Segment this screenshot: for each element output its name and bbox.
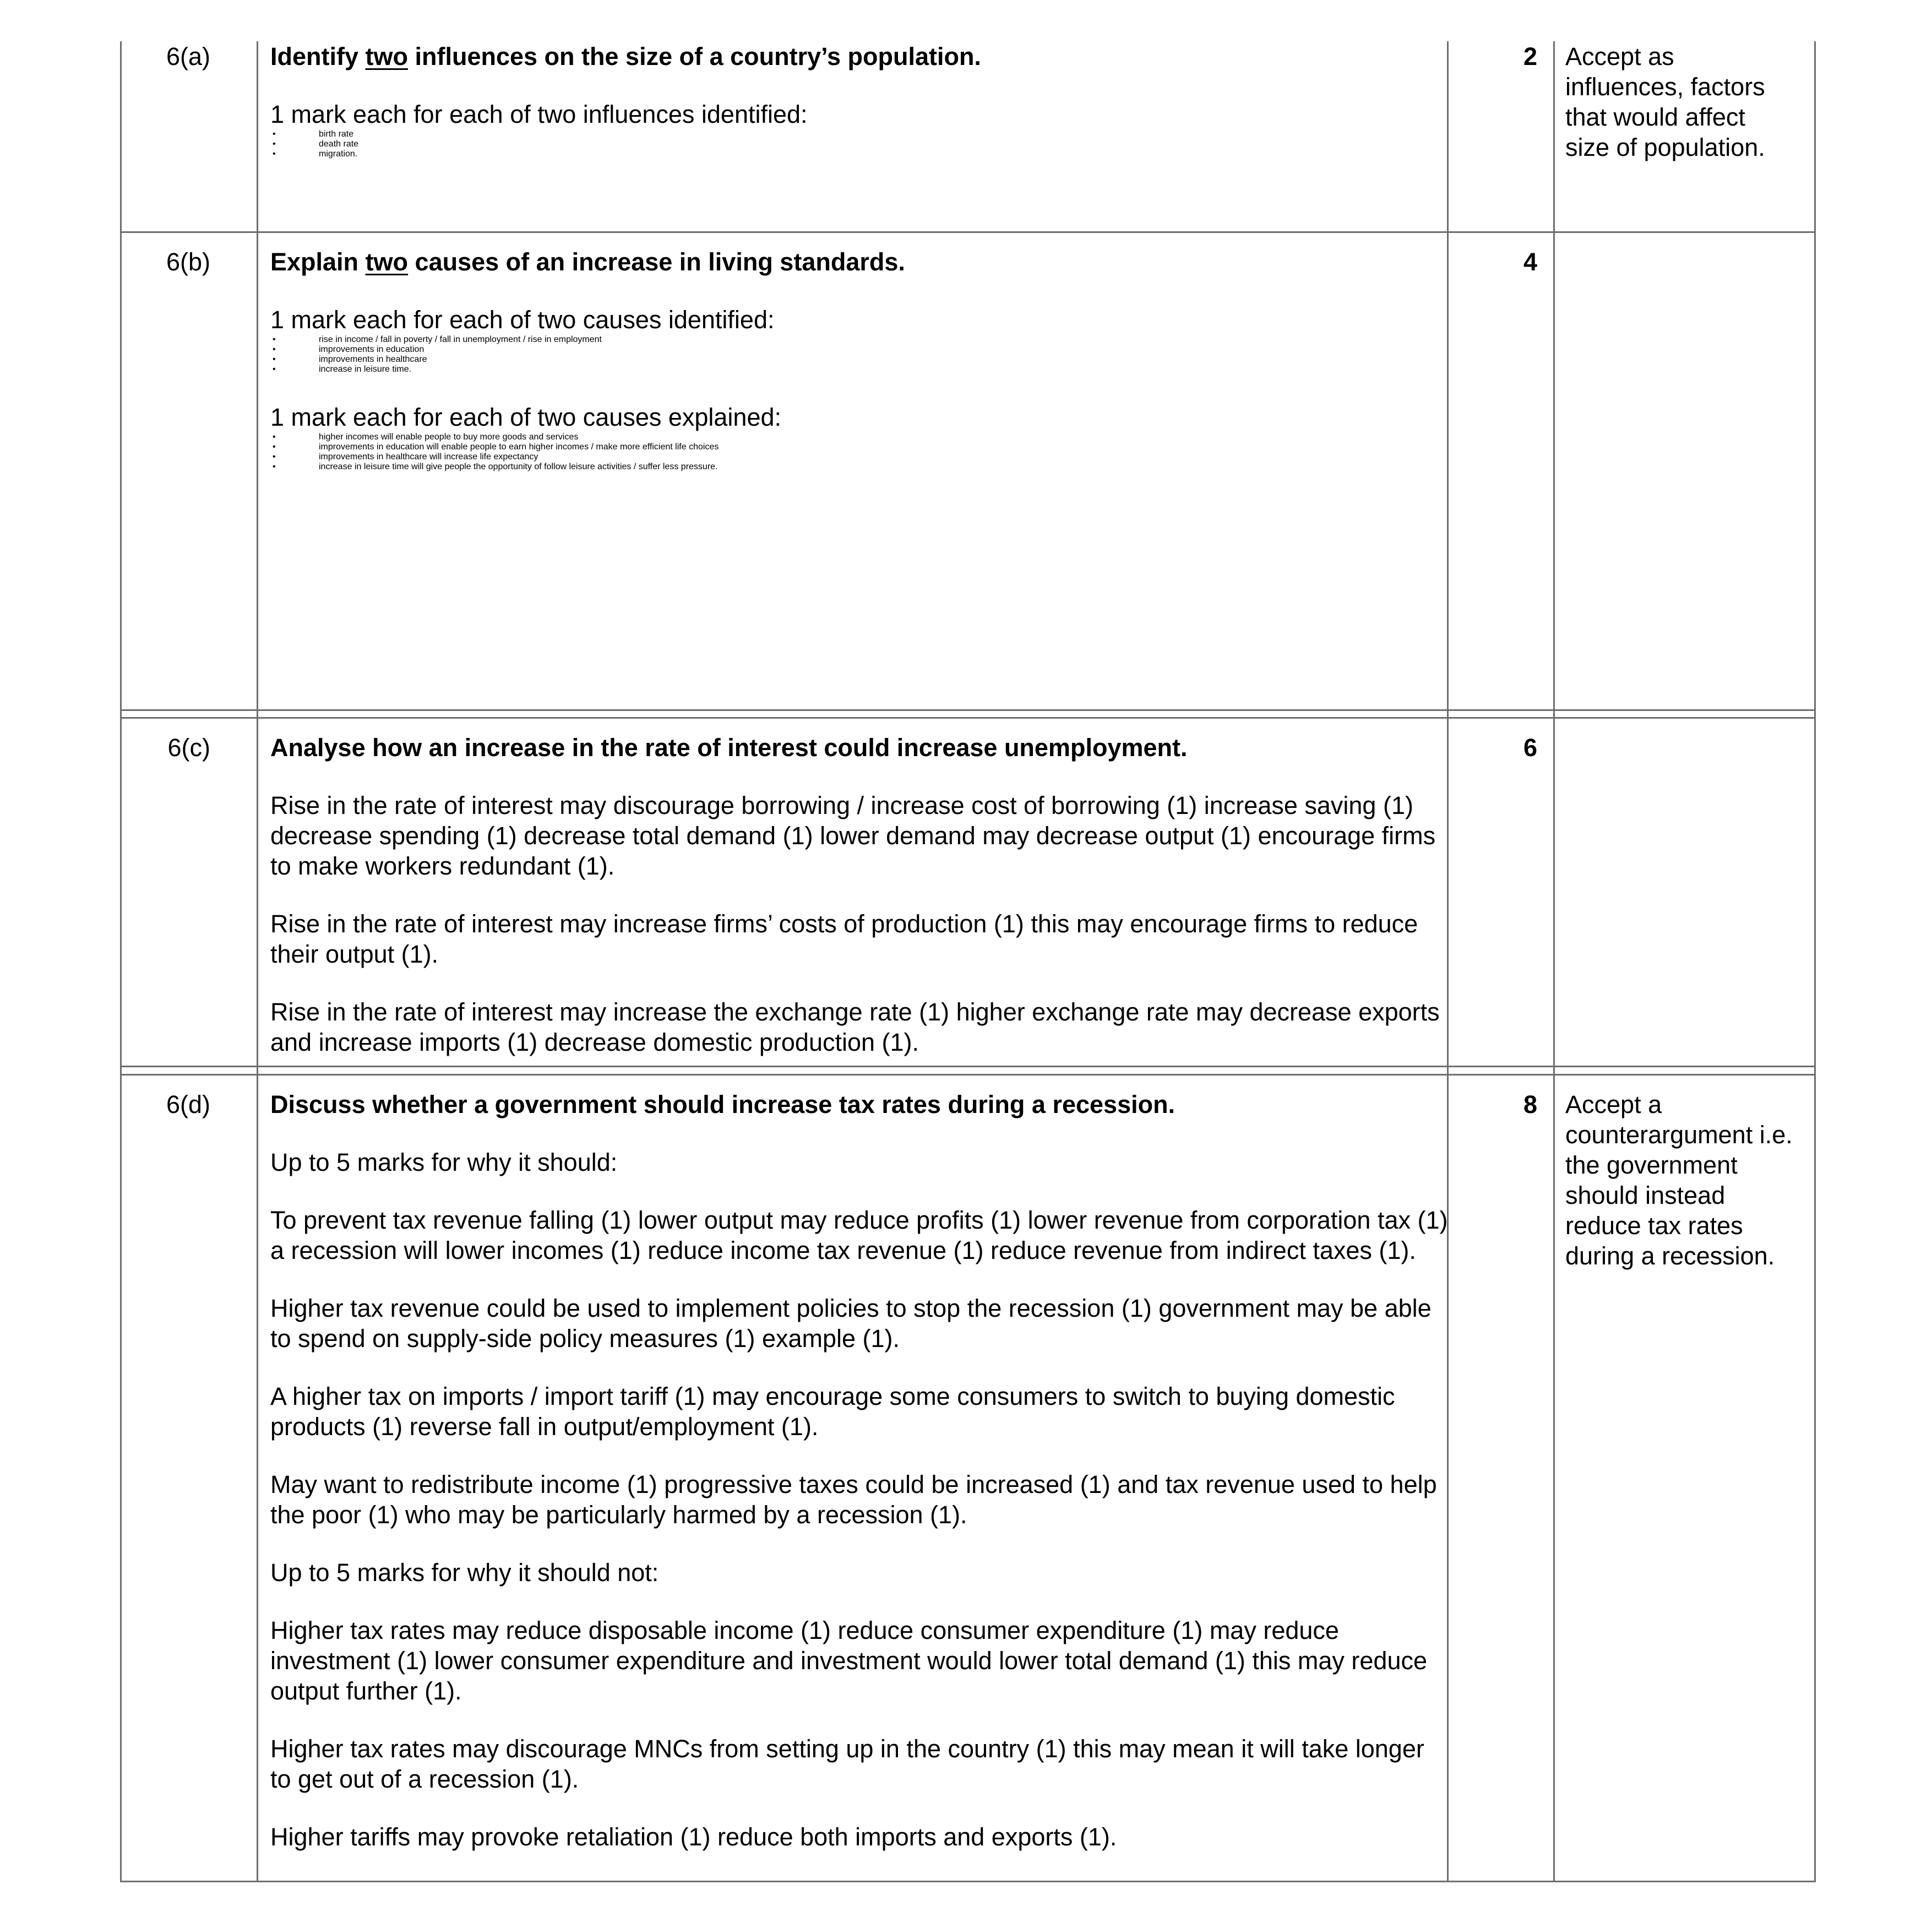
- marks-value: 4: [1523, 248, 1537, 276]
- list-item: • higher incomes will enable people to buy more goods and services: [270, 432, 1449, 442]
- list-item: • death rate: [270, 139, 1449, 149]
- answer-paragraph: Higher tariffs may provoke retaliation (1) reduce both imports and exports (1).: [270, 1823, 1117, 1851]
- table-border-right: [1814, 41, 1816, 1882]
- question-text: Discuss whether a government should increase tax rates during a recession.: [270, 1090, 1175, 1118]
- answer-paragraph: Higher tax rates may reduce disposable income (1) reduce consumer expenditure (1) may reduce investment (1) lower consumer expenditure and investment would lower total demand (1) this may reduce output further (1).: [270, 1616, 1428, 1705]
- row-divider: [120, 709, 1816, 711]
- question-number: 6(b): [166, 248, 210, 276]
- answer-cell: [270, 41, 1449, 159]
- question-text: Analyse how an increase in the rate of interest could increase unemployment.: [270, 734, 1188, 762]
- guidance-note: Accept a counterargument i.e. the government should instead reduce tax rates during a recession.: [1565, 1090, 1793, 1270]
- mark-criteria: 1 mark each for each of two causes identified:: [270, 306, 775, 334]
- question-number: 6(a): [166, 42, 210, 70]
- marks-value: 2: [1523, 42, 1537, 70]
- answer-paragraph: Higher tax rates may discourage MNCs from setting up in the country (1) this may mean it will take longer to get out of a recession (1).: [270, 1735, 1424, 1793]
- explained-causes-list: [270, 432, 1449, 472]
- guidance-note: Accept as influences, factors that would affect size of population.: [1565, 42, 1765, 161]
- table-divider-marks: [1553, 41, 1555, 1882]
- answer-paragraph: May want to redistribute income (1) progressive taxes could be increased (1) and tax revenue used to help the poor (1) who may be particularly harmed by a recession (1).: [270, 1470, 1437, 1529]
- row-divider: [120, 1074, 1816, 1076]
- list-item: • improvements in healthcare will increase life expectancy: [270, 452, 1449, 462]
- list-item: • increase in leisure time will give people the opportunity of follow leisure activities / suffer less pressure.: [270, 462, 1449, 472]
- row-divider: [120, 1066, 1816, 1067]
- row-divider: [120, 717, 1816, 719]
- identified-causes-list: [270, 335, 1449, 374]
- answer-paragraph: Rise in the rate of interest may increase the exchange rate (1) higher exchange rate may decrease exports and increase imports (1) decrease domestic production (1).: [270, 998, 1440, 1056]
- answer-paragraph: A higher tax on imports / import tariff (1) may encourage some consumers to switch to buying domestic products (1) reverse fall in output/employment (1).: [270, 1382, 1395, 1441]
- table-border-bottom: [120, 1881, 1816, 1882]
- section-heading-against: Up to 5 marks for why it should not:: [270, 1558, 659, 1587]
- list-item: • birth rate: [270, 129, 1449, 139]
- mark-criteria: 1 mark each for each of two influences identified:: [270, 100, 808, 128]
- list-item: • improvements in education: [270, 345, 1449, 355]
- question-number: 6(c): [167, 734, 210, 762]
- question-text: Explain two causes of an increase in living standards.: [270, 248, 905, 276]
- question-number: 6(d): [166, 1090, 210, 1118]
- row-divider: [120, 231, 1816, 233]
- answer-paragraph: Rise in the rate of interest may discourage borrowing / increase cost of borrowing (1) increase saving (1) decrease spending (1) decrease total demand (1) lower demand may decrease output (1) encourage firms to make workers redundant (1).: [270, 791, 1436, 880]
- answer-paragraph: Higher tax revenue could be used to implement policies to stop the recession (1) government may be able to spend on supply-side policy measures (1) example (1).: [270, 1294, 1432, 1353]
- list-item: • rise in income / fall in poverty / fall in unemployment / rise in employment: [270, 335, 1449, 345]
- mark-criteria: 1 mark each for each of two causes explained:: [270, 403, 782, 431]
- influence-list: [270, 129, 1449, 159]
- answer-cell: [270, 732, 1449, 1057]
- section-heading-for: Up to 5 marks for why it should:: [270, 1148, 618, 1176]
- list-item: • migration.: [270, 149, 1449, 159]
- table-divider-question: [257, 41, 258, 1882]
- answer-cell: [270, 1089, 1449, 1852]
- answer-cell: [270, 247, 1449, 472]
- list-item: • increase in leisure time.: [270, 365, 1449, 374]
- question-text: Identify two influences on the size of a country’s population.: [270, 42, 981, 70]
- table-border-left: [120, 41, 122, 1882]
- marks-value: 6: [1523, 734, 1537, 762]
- list-item: • improvements in education will enable people to earn higher incomes / make more efficient life choices: [270, 442, 1449, 452]
- answer-paragraph: Rise in the rate of interest may increase firms’ costs of production (1) this may encourage firms to reduce their output (1).: [270, 910, 1418, 968]
- list-item: • improvements in healthcare: [270, 355, 1449, 365]
- answer-paragraph: To prevent tax revenue falling (1) lower output may reduce profits (1) lower revenue from corporation tax (1) a recession will lower incomes (1) reduce income tax revenue (1) reduce revenue from indirect taxes (1).: [270, 1206, 1448, 1264]
- marks-value: 8: [1523, 1090, 1537, 1118]
